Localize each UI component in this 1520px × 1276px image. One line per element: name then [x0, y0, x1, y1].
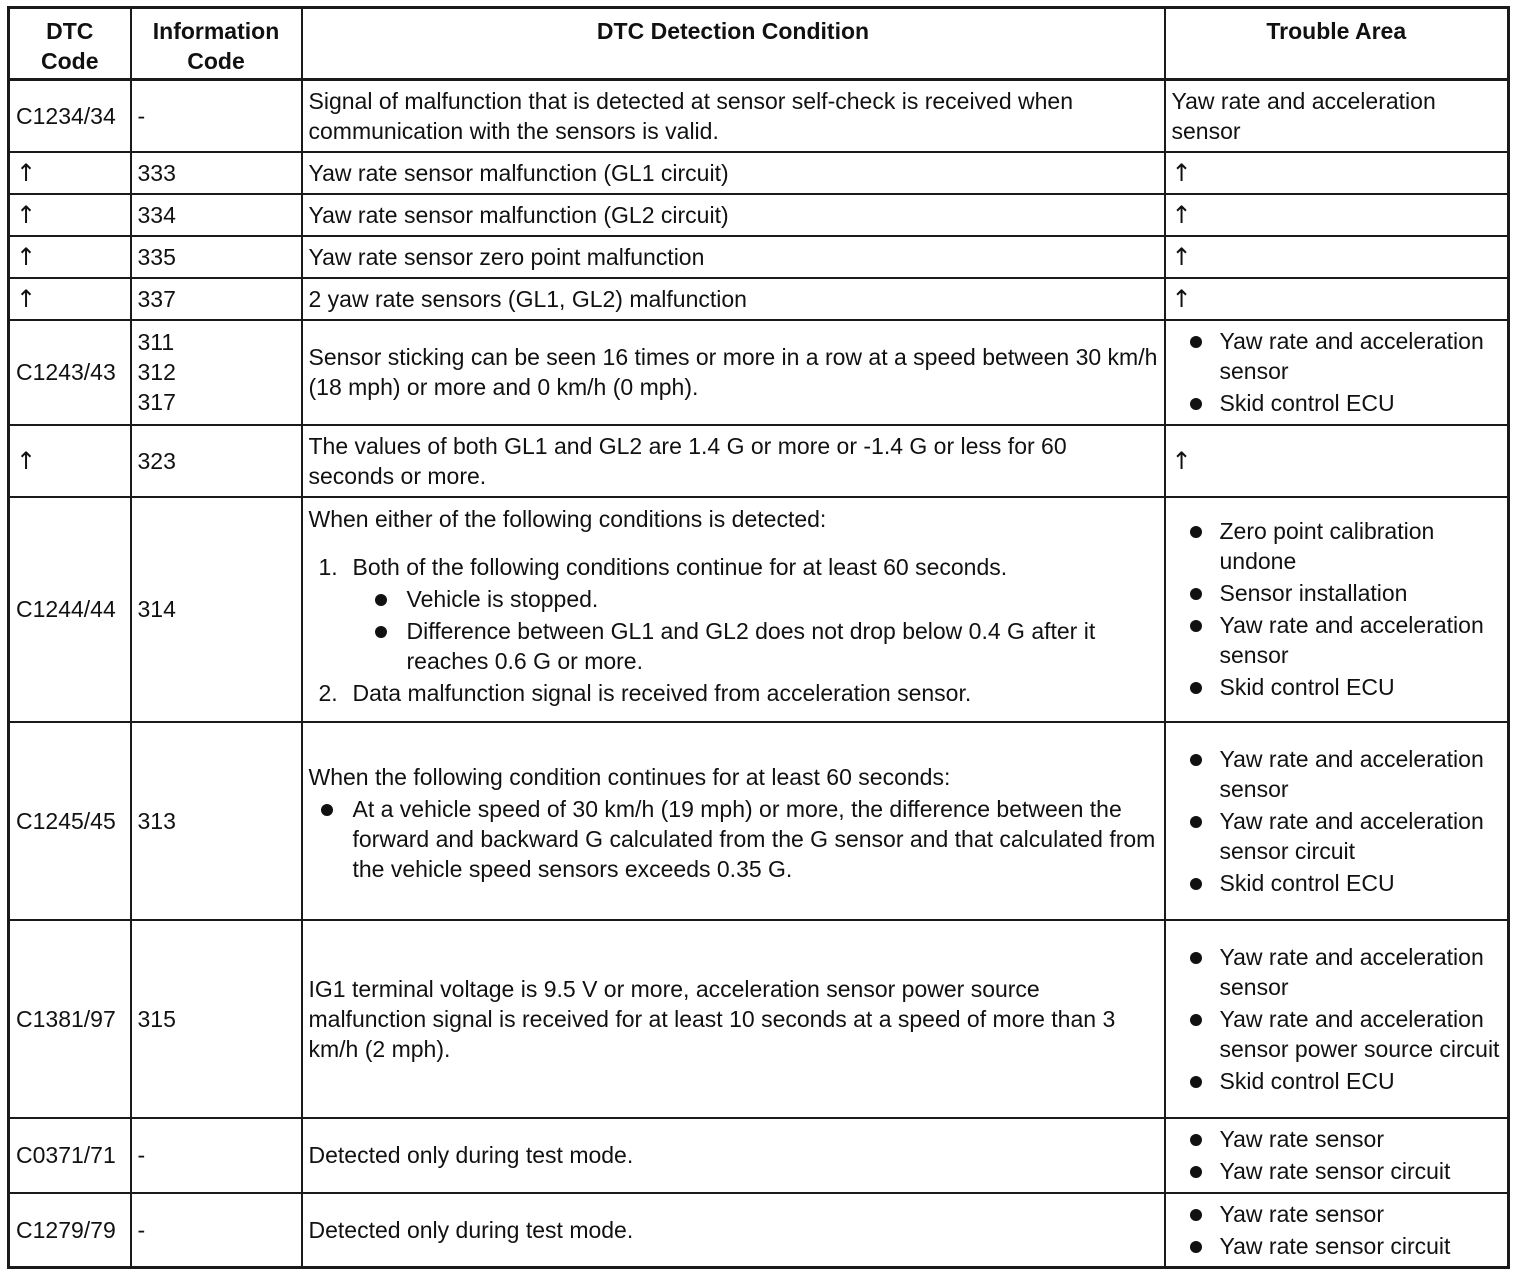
condition-intro: When the following condition continues for at least 60 seconds: [308, 763, 951, 790]
trouble-area-item: Yaw rate and acceleration sensor [1172, 942, 1502, 1002]
condition-list-item [309, 678, 1158, 708]
trouble-area-item: Yaw rate and acceleration sensor [1172, 744, 1502, 804]
info-code-cell: 311 312 317 [131, 320, 302, 425]
trouble-area-item: Yaw rate sensor circuit [1172, 1156, 1502, 1186]
table-row [9, 194, 1509, 236]
table-row [9, 1193, 1509, 1268]
info-code-cell: - [131, 80, 302, 152]
condition-cell [302, 722, 1165, 920]
info-code-cell: - [131, 1118, 302, 1193]
dtc-code-cell: C1381/97 [9, 920, 131, 1118]
condition-cell: Yaw rate sensor malfunction (GL2 circuit) [302, 194, 1165, 236]
condition-cell: Yaw rate sensor zero point malfunction [302, 236, 1165, 278]
header-detection-condition: DTC Detection Condition [302, 8, 1165, 80]
trouble-area-item: Zero point calibration undone [1172, 516, 1502, 576]
list-number: 2. [318, 679, 338, 706]
condition-cell: Sensor sticking can be seen 16 times or more in a row at a speed between 30 km/h (18 mph) or more and 0 km/h (0 mph). [302, 320, 1165, 425]
condition-cell: IG1 terminal voltage is 9.5 V or more, acceleration sensor power source malfunction signal is received for at least 10 seconds at a speed of more than 3 km/h (2 mph). [302, 920, 1165, 1118]
header-dtc-code: DTC Code [9, 8, 131, 80]
trouble-area-cell [1165, 1193, 1509, 1268]
trouble-area-cell [1165, 1118, 1509, 1193]
trouble-area-item: Yaw rate and acceleration sensor circuit [1172, 806, 1502, 866]
condition-bullet-item: At a vehicle speed of 30 km/h (19 mph) or more, the difference between the forward and backward G calculated from the G sensor and that calculated from the vehicle speed sensors exceeds 0.35 G. [309, 794, 1158, 884]
trouble-area-item: Skid control ECU [1172, 388, 1502, 418]
condition-list-text: Both of the following conditions continue for at least 60 seconds. [352, 553, 1008, 580]
info-code-cell: 333 [131, 152, 302, 194]
condition-list-text: Data malfunction signal is received from acceleration sensor. [352, 679, 972, 706]
trouble-area-list [1172, 744, 1502, 898]
trouble-area-list [1172, 1124, 1502, 1186]
info-code-cell: 314 [131, 497, 302, 722]
trouble-area-list [1172, 1199, 1502, 1261]
dtc-code-cell [9, 152, 131, 194]
table-row [9, 920, 1509, 1118]
header-row [9, 8, 1509, 80]
condition-intro: When either of the following conditions is detected: [308, 505, 827, 532]
trouble-area-cell [1165, 497, 1509, 722]
up-arrow-icon: ↑ [1171, 243, 1192, 272]
up-arrow-icon: ↑ [1171, 201, 1192, 230]
condition-numbered-list [309, 552, 1158, 708]
table-row [9, 722, 1509, 920]
table-row [9, 1118, 1509, 1193]
table-row [9, 152, 1509, 194]
trouble-area-item: Yaw rate sensor [1172, 1199, 1502, 1229]
dtc-code-cell: C1243/43 [9, 320, 131, 425]
trouble-area-item: Skid control ECU [1172, 868, 1502, 898]
up-arrow-icon: ↑ [16, 159, 37, 188]
trouble-area-item: Yaw rate and acceleration sensor [1172, 610, 1502, 670]
info-code-cell: 337 [131, 278, 302, 320]
trouble-area-cell [1165, 425, 1509, 497]
up-arrow-icon: ↑ [1171, 285, 1192, 314]
condition-cell [302, 497, 1165, 722]
table-row [9, 278, 1509, 320]
condition-sub-item: Vehicle is stopped. [353, 584, 1158, 614]
condition-cell: Detected only during test mode. [302, 1118, 1165, 1193]
header-information-code: Information Code [131, 8, 302, 80]
trouble-area-cell [1165, 920, 1509, 1118]
up-arrow-icon: ↑ [16, 201, 37, 230]
dtc-code-cell [9, 194, 131, 236]
dtc-table [7, 6, 1510, 1269]
condition-cell: Signal of malfunction that is detected at sensor self-check is received when communication with the sensors is valid. [302, 80, 1165, 152]
trouble-area-item: Sensor installation [1172, 578, 1502, 608]
trouble-area-cell [1165, 194, 1509, 236]
trouble-area-cell [1165, 278, 1509, 320]
condition-list-item [309, 552, 1158, 676]
dtc-code-cell: C1234/34 [9, 80, 131, 152]
info-code-cell: 334 [131, 194, 302, 236]
condition-sub-item: Difference between GL1 and GL2 does not drop below 0.4 G after it reaches 0.6 G or more. [353, 616, 1158, 676]
trouble-area-item: Yaw rate sensor circuit [1172, 1231, 1502, 1261]
info-code-cell: 335 [131, 236, 302, 278]
dtc-code-cell: C1279/79 [9, 1193, 131, 1268]
condition-cell: The values of both GL1 and GL2 are 1.4 G or more or -1.4 G or less for 60 seconds or more. [302, 425, 1165, 497]
condition-bullet-list [309, 794, 1158, 884]
trouble-area-cell [1165, 152, 1509, 194]
list-number: 1. [318, 553, 338, 580]
trouble-area-cell [1165, 722, 1509, 920]
trouble-area-cell: Yaw rate and acceleration sensor [1165, 80, 1509, 152]
info-code-cell: 323 [131, 425, 302, 497]
dtc-code-cell [9, 278, 131, 320]
info-code-cell: 313 [131, 722, 302, 920]
condition-sub-list [353, 584, 1158, 676]
trouble-area-list [1172, 942, 1502, 1096]
up-arrow-icon: ↑ [1171, 447, 1192, 476]
dtc-code-cell: C0371/71 [9, 1118, 131, 1193]
dtc-code-cell [9, 425, 131, 497]
condition-cell: Detected only during test mode. [302, 1193, 1165, 1268]
up-arrow-icon: ↑ [16, 447, 37, 476]
trouble-area-item: Yaw rate and acceleration sensor power source circuit [1172, 1004, 1502, 1064]
table-row [9, 425, 1509, 497]
table-row [9, 236, 1509, 278]
up-arrow-icon: ↑ [16, 285, 37, 314]
dtc-code-cell: C1244/44 [9, 497, 131, 722]
table-row [9, 320, 1509, 425]
up-arrow-icon: ↑ [1171, 159, 1192, 188]
dtc-table-container [7, 6, 1510, 1269]
condition-cell: Yaw rate sensor malfunction (GL1 circuit) [302, 152, 1165, 194]
info-code-cell: 315 [131, 920, 302, 1118]
table-row [9, 497, 1509, 722]
dtc-code-cell: C1245/45 [9, 722, 131, 920]
info-code-cell: - [131, 1193, 302, 1268]
condition-cell: 2 yaw rate sensors (GL1, GL2) malfunction [302, 278, 1165, 320]
dtc-code-cell [9, 236, 131, 278]
trouble-area-cell [1165, 320, 1509, 425]
trouble-area-item: Yaw rate and acceleration sensor [1172, 326, 1502, 386]
trouble-area-list [1172, 326, 1502, 418]
trouble-area-item: Yaw rate sensor [1172, 1124, 1502, 1154]
trouble-area-item: Skid control ECU [1172, 1066, 1502, 1096]
up-arrow-icon: ↑ [16, 243, 37, 272]
trouble-area-item: Skid control ECU [1172, 672, 1502, 702]
trouble-area-list [1172, 516, 1502, 702]
trouble-area-cell [1165, 236, 1509, 278]
table-row [9, 80, 1509, 152]
header-trouble-area: Trouble Area [1165, 8, 1509, 80]
